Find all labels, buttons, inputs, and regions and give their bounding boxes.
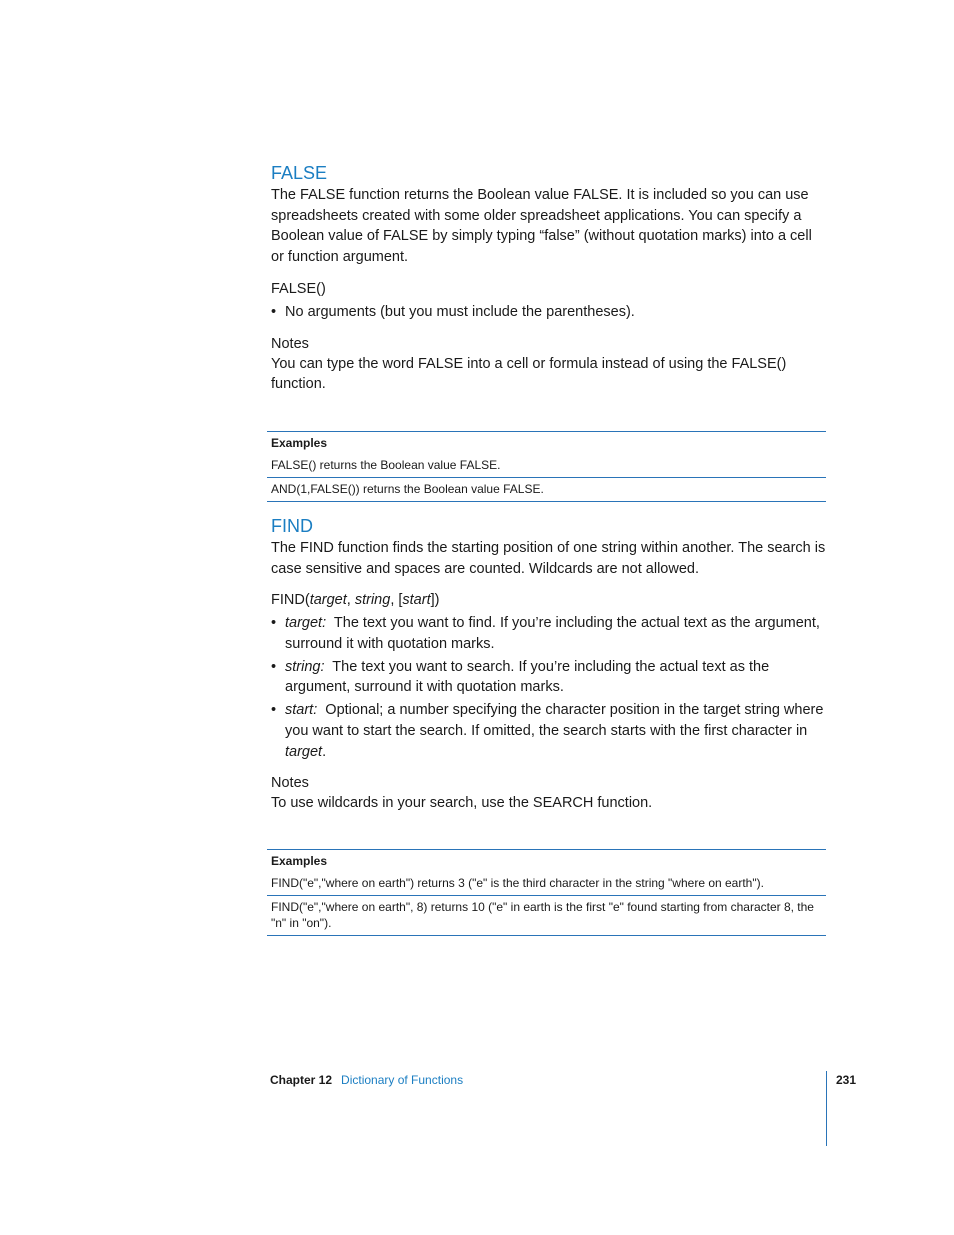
- argument-name: start:: [285, 702, 318, 719]
- find-heading: FIND: [271, 515, 313, 536]
- bullet-icon: •: [271, 702, 277, 719]
- find-argument-list: [271, 613, 826, 762]
- chapter-label: Chapter 12: [270, 1073, 333, 1087]
- argument-emphasis: target: [285, 743, 323, 760]
- table-row: FALSE() returns the Boolean value FALSE.: [267, 454, 826, 478]
- false-syntax: [271, 279, 826, 299]
- find-examples-table: [267, 849, 826, 936]
- false-argument-list: [271, 302, 826, 323]
- find-syntax: [271, 590, 826, 610]
- list-item: [271, 302, 826, 323]
- footer-divider: [826, 1071, 827, 1146]
- syntax-separator: ,: [346, 592, 355, 609]
- false-notes-title: Notes: [271, 335, 309, 352]
- false-section: [271, 162, 826, 502]
- table-row: FIND("e","where on earth") returns 3 ("e" is the third character in the string "where on earth").: [267, 872, 826, 896]
- list-item: [271, 657, 826, 698]
- false-description: The FALSE function returns the Boolean value FALSE. It is included so you can use spreadsheets created with some older spreadsheet applications. You can specify a Boolean value of FALSE by simply typing “false” (without quotation marks) into a cell or function argument.: [271, 187, 812, 266]
- syntax-arg: target: [309, 592, 347, 609]
- bullet-icon: •: [271, 615, 277, 632]
- false-heading: FALSE: [271, 163, 328, 183]
- examples-header: Examples: [271, 435, 328, 450]
- find-syntax-name: FIND: [271, 592, 305, 609]
- page-number: 231: [836, 1073, 857, 1087]
- false-examples-table: [267, 431, 826, 502]
- find-notes-text: To use wildcards in your search, use the SEARCH function.: [271, 795, 653, 812]
- syntax-separator: , [: [390, 592, 403, 609]
- list-item: [271, 613, 826, 654]
- footer-chapter: [270, 1072, 463, 1088]
- argument-name: target:: [285, 615, 327, 632]
- false-notes-text: You can type the word FALSE into a cell or formula instead of using the FALSE() function.: [271, 355, 787, 393]
- page-content: [271, 162, 826, 936]
- bullet-icon: •: [271, 658, 277, 675]
- list-item: [271, 700, 826, 762]
- argument-name: string:: [285, 658, 325, 675]
- argument-text: The text you want to find. If you’re including the actual text as the argument, surround it with quotation marks.: [285, 615, 820, 653]
- syntax-paren: ]): [430, 592, 440, 609]
- argument-text: No arguments (but you must include the parentheses).: [285, 303, 635, 320]
- find-section: [271, 515, 826, 936]
- table-row: AND(1,FALSE()) returns the Boolean value FALSE.: [267, 478, 826, 502]
- argument-text: Optional; a number specifying the character position in the target string where you want to start the search. If omitted, the search starts with the first character in: [285, 702, 824, 739]
- argument-text: The text you want to search. If you’re including the actual text as the argument, surround it with quotation marks.: [285, 658, 770, 696]
- false-syntax-parens: (): [316, 280, 326, 297]
- syntax-arg: string: [354, 592, 391, 609]
- false-syntax-name: FALSE: [271, 280, 317, 297]
- chapter-title-link[interactable]: Dictionary of Functions: [341, 1073, 464, 1087]
- argument-end: .: [322, 743, 327, 760]
- find-notes-title: Notes: [271, 775, 309, 792]
- examples-header: Examples: [271, 853, 328, 868]
- find-description: The FIND function finds the starting position of one string within another. The search is case sensitive and spaces are counted. Wildcards are not allowed.: [271, 539, 826, 577]
- table-row: FIND("e","where on earth", 8) returns 10 ("e" in earth is the first "e" found starting from character 8, the "n" in "on").: [267, 896, 826, 936]
- bullet-icon: •: [271, 303, 277, 320]
- syntax-arg: start: [402, 592, 431, 609]
- syntax-paren: (: [304, 592, 310, 609]
